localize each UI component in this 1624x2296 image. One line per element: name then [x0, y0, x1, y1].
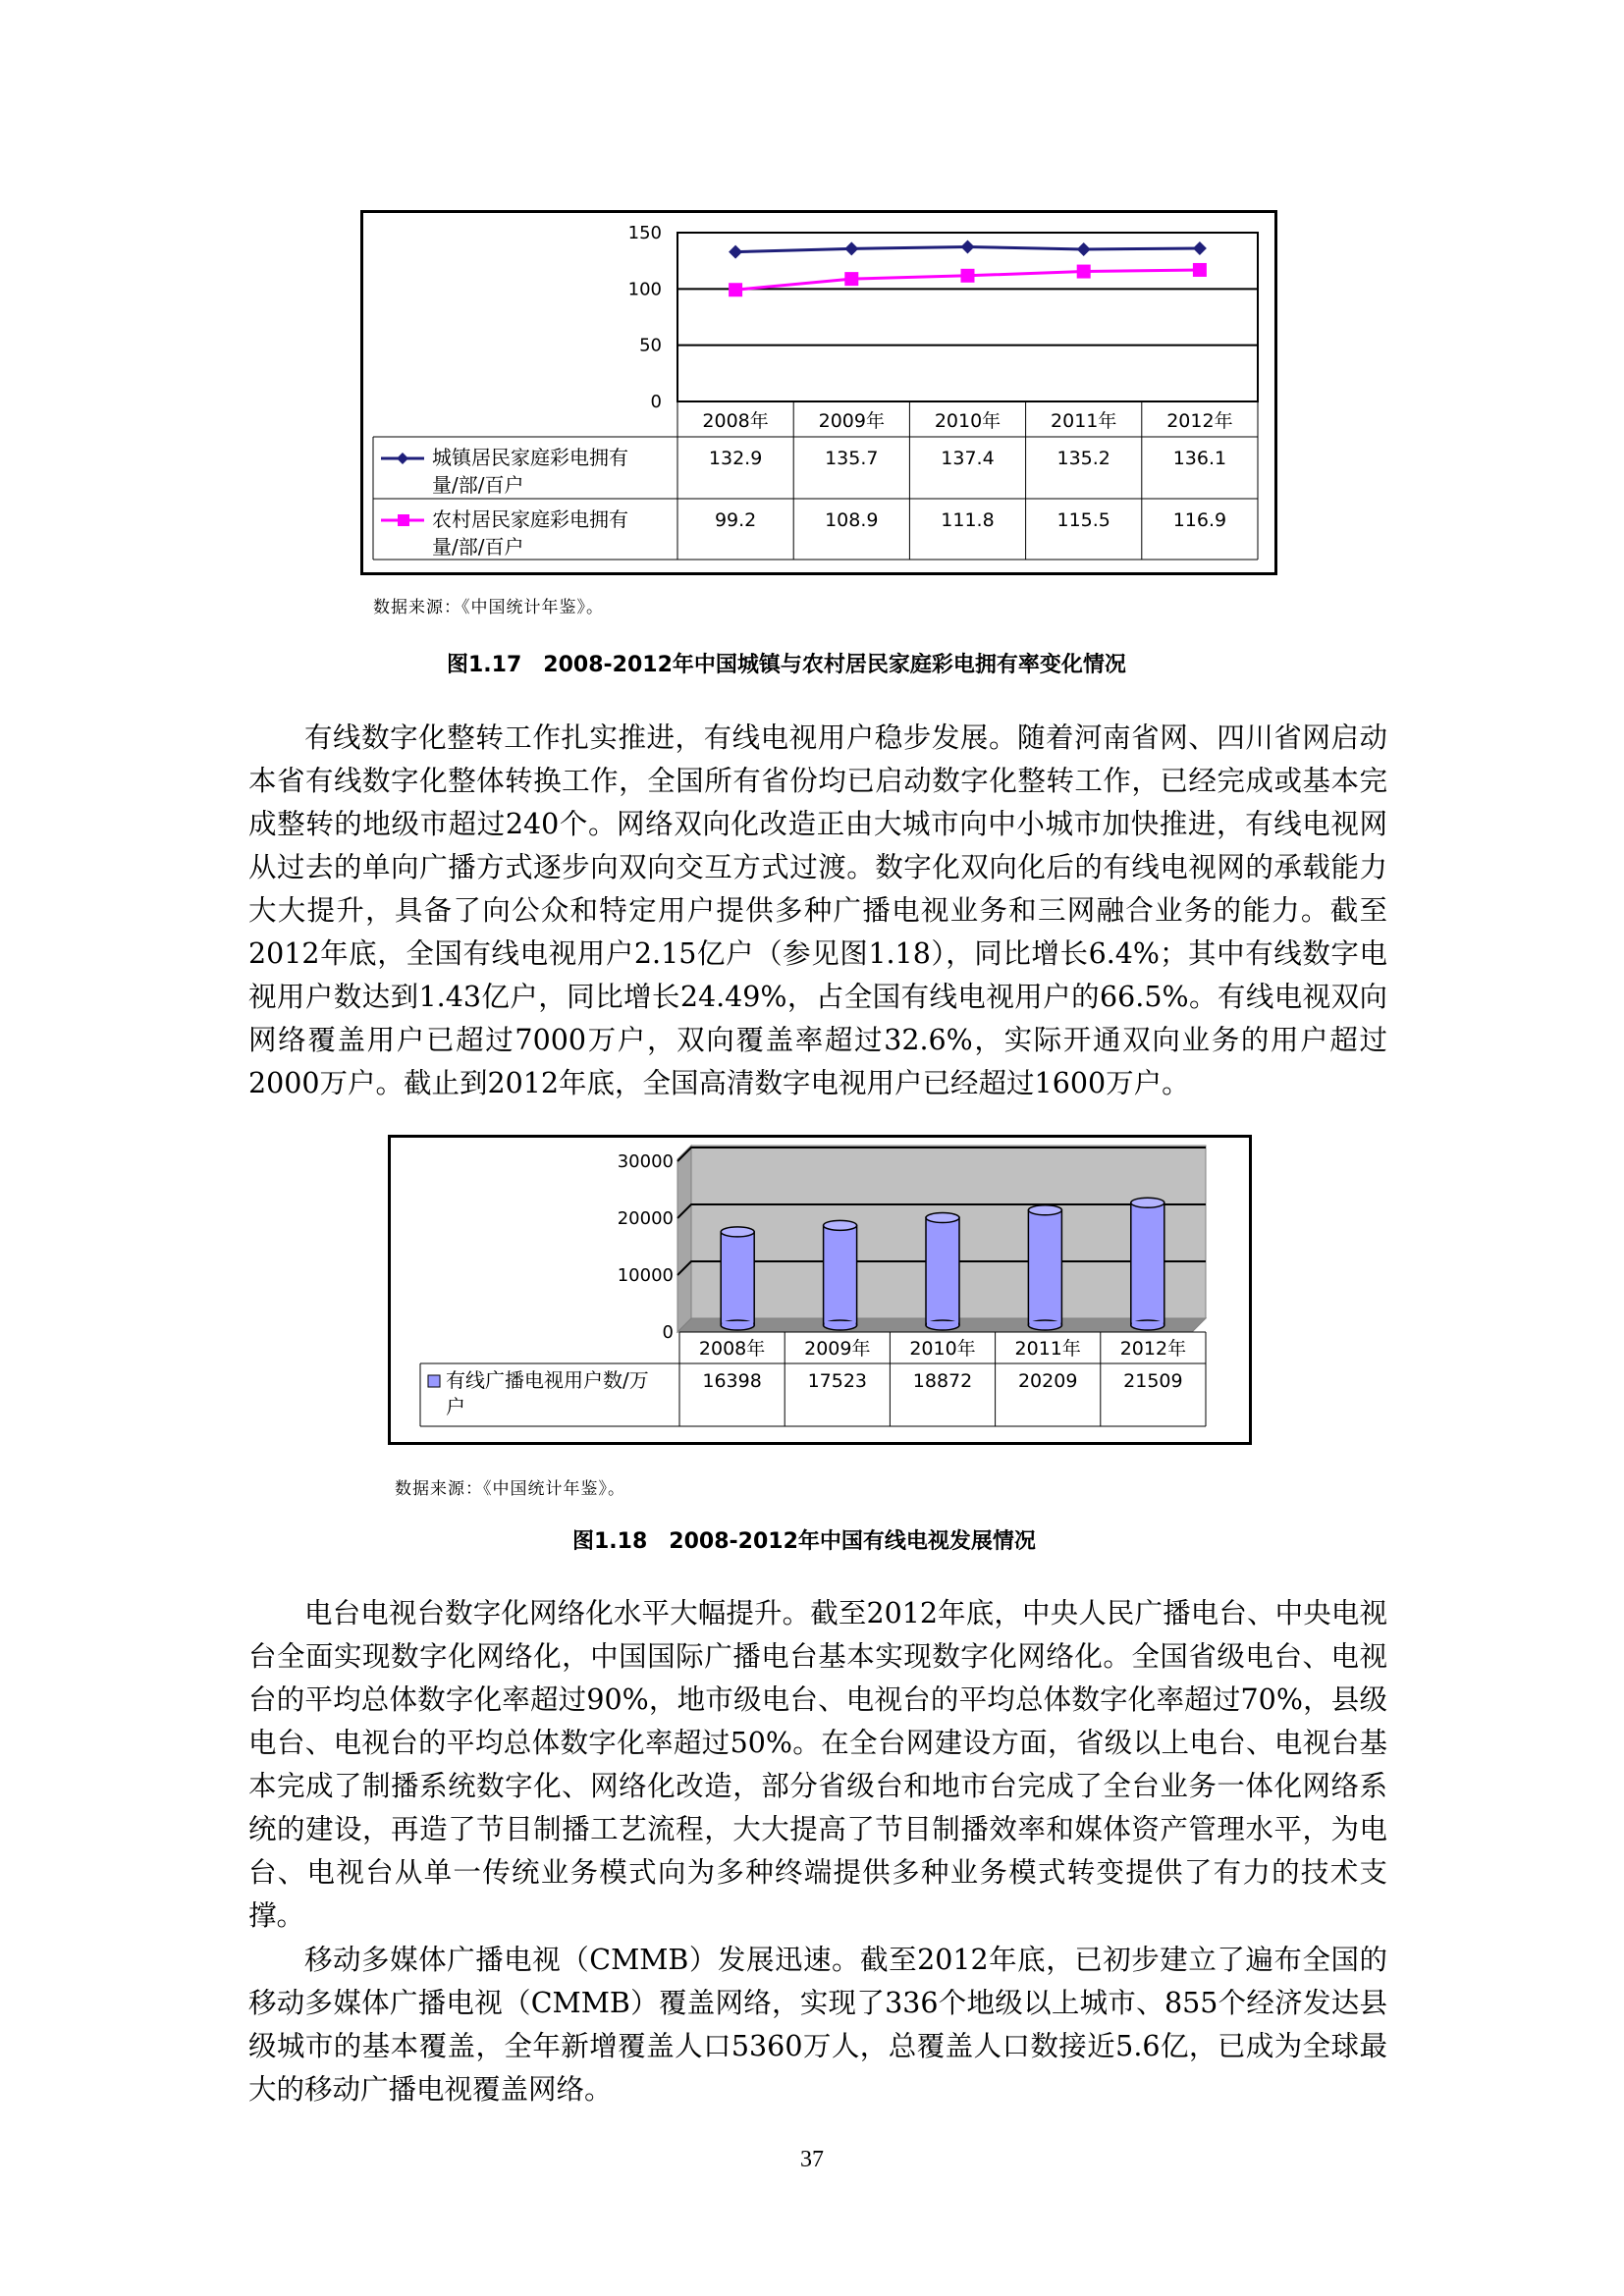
figure-1-18-caption: 图1.18 2008-2012年中国有线电视发展情况 [572, 1529, 1036, 1554]
y-tick-label: 20000 [617, 1208, 674, 1229]
figure-1-17-frame [360, 210, 1277, 575]
paragraph-station-digitization: 电台电视台数字化网络化水平大幅提升。截至2012年底，中央人民广播电台、中央电视台全面实现数字化网络化，中国国际广播电台基本实现数字化网络化。全国省级电台、电视台的平均总体数字化率超过90%，地市级电台、电视台的平均总体数字化率超过70%，县级电台、电视台的平均总体数字化率超过50%。在全台网建设方面，省级以上电台、电视台基本完成了制播系统数字化、网络化改造，部分省级台和地市台完成了全台业务一体化网络系统的建设，再造了节目制播工艺流程，大大提高了节目制播效率和媒体资产管理水平，为电台、电视台从单一传统业务模式向为多种终端提供多种业务模式转变提供了有力的技术支撑。 [248, 1597, 1387, 1932]
figure-1-17-caption: 图1.17 2008-2012年中国城镇与农村居民家庭彩电拥有率变化情况 [447, 653, 1126, 677]
bar-body [824, 1225, 857, 1325]
legend-key-marker [398, 514, 409, 526]
y-tick-label: 150 [627, 223, 662, 243]
bar-top [721, 1227, 754, 1237]
y-tick-label: 10000 [617, 1265, 674, 1286]
series-name-label: 有线广播电视用户数/万 [446, 1368, 649, 1392]
bar-body [926, 1218, 959, 1325]
x-category-label: 2012年 [1166, 410, 1233, 432]
plot-side-wall [677, 1146, 691, 1332]
legend-key-marker [397, 453, 408, 464]
series-name-label: 农村居民家庭彩电拥有 [432, 507, 628, 531]
data-label: 111.8 [941, 509, 995, 531]
x-category-label: 2009年 [804, 1338, 871, 1360]
paragraph-cmmb: 移动多媒体广播电视（CMMB）发展迅速。截至2012年底，已初步建立了遍布全国的移动多媒体广播电视（CMMB）覆盖网络，实现了336个地级以上城市、855个经济发达县级城市的基本覆盖，全年新增覆盖人口5360万人，总覆盖人口数接近5.6亿，已成为全球最大的移动广播电视覆盖网络。 [248, 1944, 1387, 2106]
data-point [961, 269, 975, 283]
bar-body [1028, 1210, 1061, 1325]
y-tick-label: 0 [650, 392, 662, 412]
x-category-label: 2008年 [702, 410, 769, 432]
data-point [1193, 263, 1207, 277]
data-bar [824, 1220, 857, 1330]
bar-base-fill [927, 1321, 958, 1325]
figure-1-18-frame [388, 1135, 1252, 1445]
data-label: 136.1 [1172, 448, 1227, 469]
x-category-label: 2010年 [934, 410, 1001, 432]
data-label: 115.5 [1056, 509, 1110, 531]
y-tick-label: 50 [639, 335, 662, 356]
data-bar [1028, 1205, 1061, 1330]
bar-base-fill [1029, 1321, 1060, 1325]
data-label: 17523 [807, 1370, 868, 1392]
bar-base-fill [1132, 1321, 1164, 1325]
figure-1-18-source: 数据来源：《中国统计年鉴》。 [395, 1479, 625, 1499]
data-label: 116.9 [1172, 509, 1227, 531]
x-category-label: 2010年 [909, 1338, 976, 1360]
bar-body [1131, 1202, 1164, 1325]
series-name-label: 量/部/百户 [432, 473, 524, 497]
data-label: 18872 [912, 1370, 973, 1392]
series-name-label: 量/部/百户 [432, 535, 524, 559]
bar-top [824, 1220, 857, 1230]
data-label: 137.4 [941, 448, 995, 469]
figure-1-17-chart [363, 213, 1274, 572]
y-tick-label: 0 [662, 1322, 674, 1343]
bar-base-fill [722, 1321, 753, 1325]
data-point [729, 283, 742, 296]
plot-area [677, 233, 1258, 401]
bar-top [1028, 1205, 1061, 1215]
data-bar [721, 1227, 754, 1330]
paragraph-cable-digitization: 有线数字化整转工作扎实推进，有线电视用户稳步发展。随着河南省网、四川省网启动本省有线数字化整体转换工作，全国所有省份均已启动数字化整转工作，已经完成或基本完成整转的地级市超过240个。网络双向化改造正由大城市向中小城市加快推进，有线电视网从过去的单向广播方式逐步向双向交互方式过渡。数字化双向化后的有线电视网的承载能力大大提升，具备了向公众和特定用户提供多种广播电视业务和三网融合业务的能力。截至2012年底，全国有线电视用户2.15亿户（参见图1.18），同比增长6.4%；其中有线数字电视用户数达到1.43亿户，同比增长24.49%，占全国有线电视用户的66.5%。有线电视双向网络覆盖用户已超过7000万户，双向覆盖率超过32.6%，实际开通双向业务的用户超过2000万户。截止到2012年底，全国高清数字电视用户已经超过1600万户。 [248, 721, 1387, 1099]
data-point [1077, 265, 1091, 279]
data-bar [1131, 1198, 1164, 1330]
x-category-label: 2012年 [1119, 1338, 1187, 1360]
x-category-label: 2011年 [1051, 410, 1117, 432]
bar-base-fill [825, 1321, 856, 1325]
data-label: 16398 [702, 1370, 762, 1392]
legend-key [428, 1375, 440, 1387]
x-category-label: 2011年 [1014, 1338, 1081, 1360]
data-label: 21509 [1123, 1370, 1183, 1392]
data-label: 99.2 [714, 509, 757, 531]
data-bar [926, 1213, 959, 1330]
bar-body [721, 1232, 754, 1325]
x-category-label: 2008年 [698, 1338, 766, 1360]
y-tick-label: 30000 [617, 1151, 674, 1172]
bar-top [926, 1213, 959, 1223]
data-label: 108.9 [825, 509, 879, 531]
data-point [844, 272, 858, 286]
bar-top [1131, 1198, 1164, 1207]
series-name-label: 户 [446, 1395, 465, 1418]
figure-1-17-source: 数据来源：《中国统计年鉴》。 [373, 598, 604, 617]
figure-1-18-chart [391, 1138, 1249, 1442]
data-label: 135.2 [1056, 448, 1110, 469]
x-category-label: 2009年 [818, 410, 885, 432]
y-tick-label: 100 [627, 279, 662, 300]
page-number: 37 [800, 2147, 824, 2172]
data-label: 135.7 [825, 448, 879, 469]
series-name-label: 城镇居民家庭彩电拥有 [432, 446, 628, 469]
data-label: 20209 [1017, 1370, 1078, 1392]
data-label: 132.9 [708, 448, 763, 469]
